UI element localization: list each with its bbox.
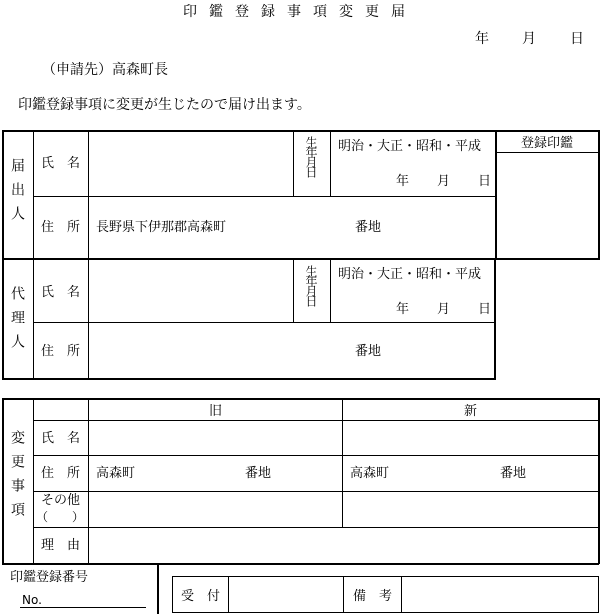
agent-name-label: 氏 名	[41, 285, 81, 300]
applicant-name-label: 氏 名	[41, 156, 81, 171]
changes-new-name-field[interactable]	[344, 422, 597, 454]
changes-reason-label: 理 由	[41, 538, 81, 553]
changes-new-town: 高森町	[350, 466, 390, 481]
date-day: 日	[570, 31, 584, 47]
agent-name-field[interactable]	[90, 261, 292, 321]
changes-old-header: 旧	[208, 404, 222, 419]
agent-address-field[interactable]	[90, 324, 493, 377]
changes-address-label: 住 所	[41, 466, 81, 481]
applicant-eras: 明治・大正・昭和・平成	[338, 139, 482, 154]
date-year: 年	[475, 31, 489, 47]
changes-other-label: その他	[41, 493, 81, 508]
reception-label: 受 付	[180, 589, 220, 604]
agent-birth-month: 月	[437, 302, 451, 317]
changes-old-town: 高森町	[96, 466, 136, 481]
changes-new-header: 新	[463, 404, 477, 419]
applicant-banchi: 番地	[355, 220, 382, 235]
changes-old-name-field[interactable]	[90, 422, 341, 454]
applicant-address-prefix: 長野県下伊那郡高森町	[96, 220, 227, 235]
agent-banchi: 番地	[355, 344, 382, 359]
applicant-birth-month: 月	[437, 174, 451, 189]
changes-old-banchi: 番地	[245, 466, 272, 481]
applicant-label: 届出人	[9, 158, 25, 230]
remarks-label: 備 考	[352, 589, 392, 604]
reg-number-field[interactable]	[44, 588, 144, 606]
applicant-birth-day: 日	[478, 174, 492, 189]
applicant-birth-year: 年	[396, 174, 410, 189]
applicant-name-field[interactable]	[90, 132, 292, 195]
agent-birth-year: 年	[396, 302, 410, 317]
agent-birth-label: 生年月日	[304, 265, 318, 305]
agent-address-label: 住 所	[41, 344, 81, 359]
applicant-address-field[interactable]	[240, 198, 494, 256]
form-title: 印鑑登録事項変更届	[183, 4, 417, 20]
agent-birth-day: 日	[478, 302, 492, 317]
changes-name-label: 氏 名	[41, 431, 81, 446]
changes-reason-field[interactable]	[90, 529, 597, 562]
remarks-field[interactable]	[403, 578, 597, 611]
reg-number-no: No.	[22, 593, 42, 607]
changes-other-paren: （ ）	[36, 510, 85, 524]
changes-new-banchi: 番地	[500, 466, 527, 481]
reg-number-label: 印鑑登録番号	[10, 570, 89, 585]
seal-stamp-area[interactable]	[497, 153, 597, 257]
agent-label: 代理人	[9, 286, 25, 358]
changes-new-other-field[interactable]	[344, 493, 597, 526]
applicant-birth-label: 生年月日	[304, 136, 318, 176]
changes-label: 変更事項	[9, 430, 25, 526]
agent-eras: 明治・大正・昭和・平成	[338, 267, 482, 282]
seal-label: 登録印鑑	[520, 136, 573, 151]
changes-old-other-field[interactable]	[90, 493, 341, 526]
addressee: （申請先）高森町長	[42, 62, 168, 78]
date-month: 月	[522, 31, 536, 47]
reception-field[interactable]	[230, 578, 342, 611]
statement: 印鑑登録事項に変更が生じたので届け出ます。	[18, 97, 311, 113]
applicant-address-label: 住 所	[41, 220, 81, 235]
